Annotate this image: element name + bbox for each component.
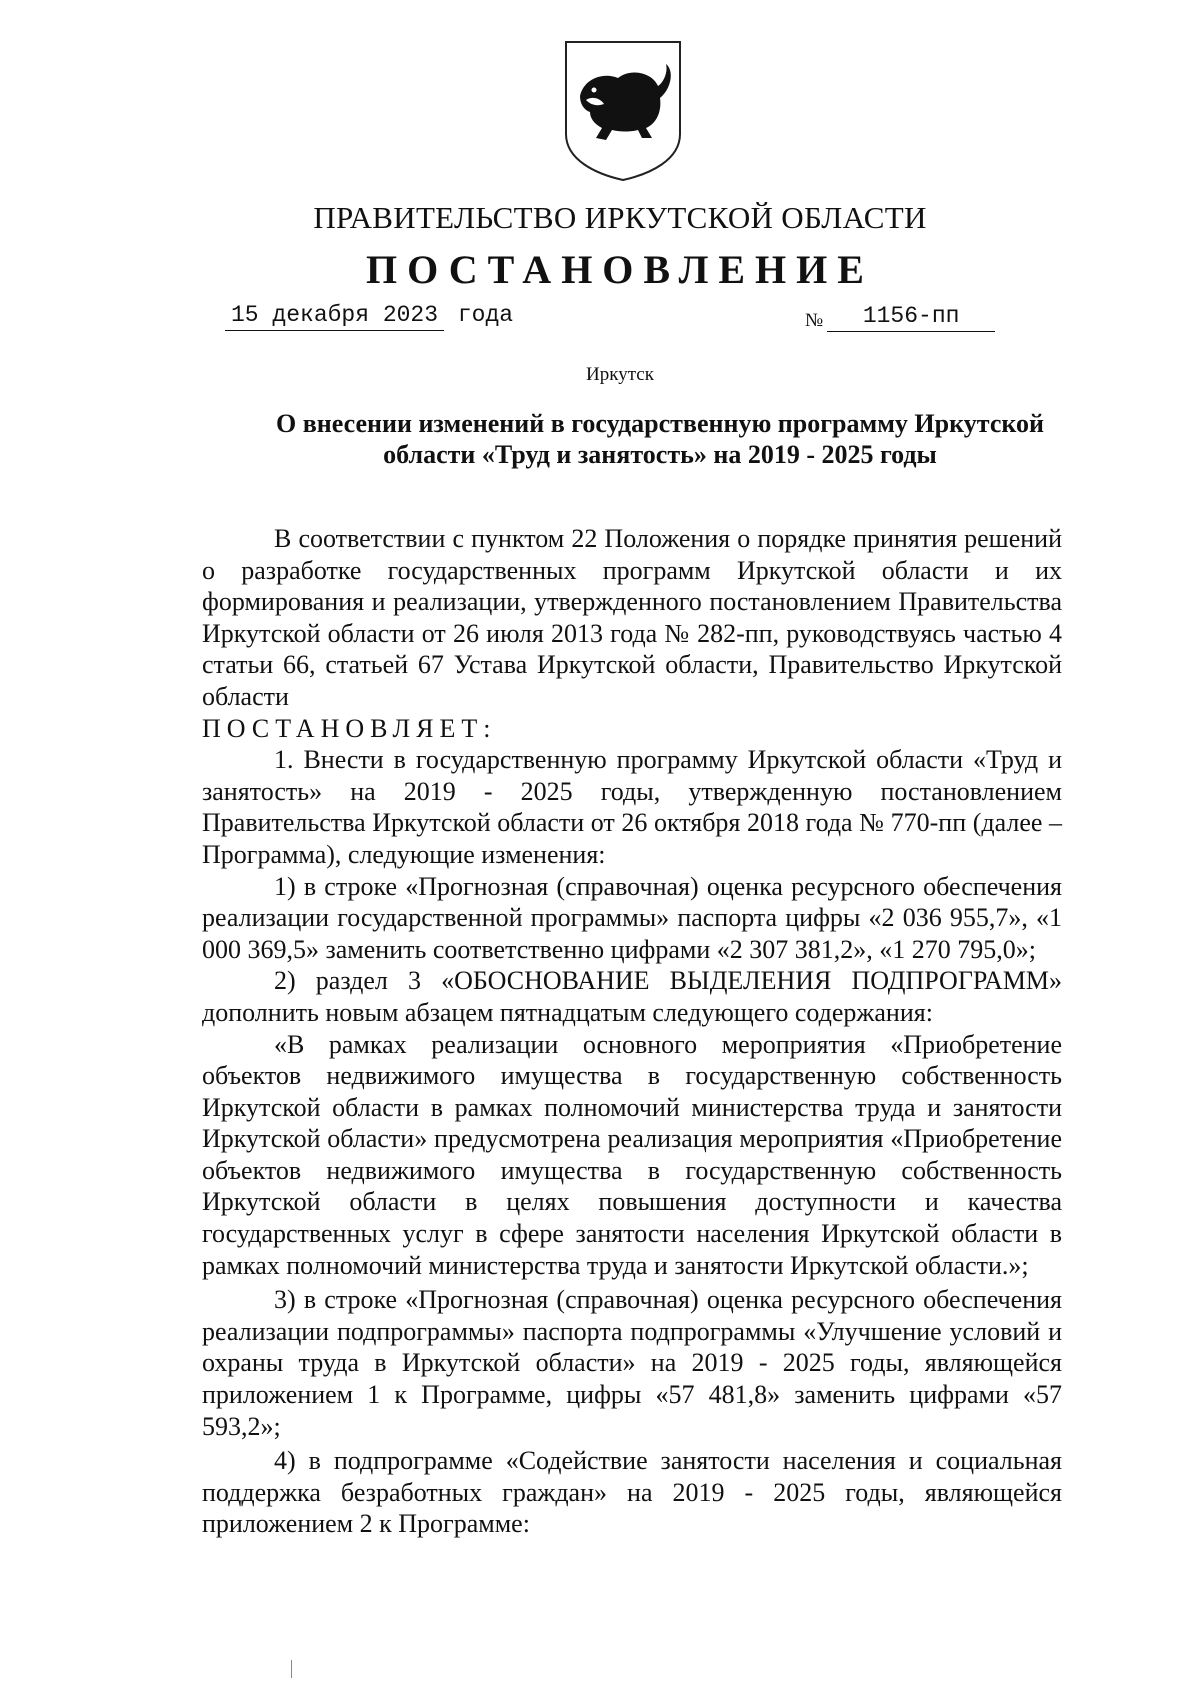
coat-of-arms-icon [560,38,686,182]
preamble-paragraph: В соответствии с пунктом 22 Положения о порядке принятия решений о разработке государственных программ Иркутской области и их формирования и реализации, утвержденного постановлением Правительства Иркутской области от 26 июля 2013 года № 282-пп, руководствуясь частью 4 статьи 66, статьей 67 Устава Иркутской области, Правительство Иркутской области [202,524,1062,711]
item-1-paragraph: 1. Внести в государственную программу Иркутской области «Труд и занятость» на 2019 - 2025 годы, утвержденную постановлением Правительства Иркутской области от 26 октября 2018 года № 770-пп (далее – Программа), следующие изменения: [202,745,1062,869]
government-name: ПРАВИТЕЛЬСТВО ИРКУТСКОЙ ОБЛАСТИ [313,200,927,235]
subitem-4-paragraph: 4) в подпрограмме «Содействие занятости населения и социальная поддержка безработных граждан» на 2019 - 2025 годы, являющейся приложением 2 к Программе: [202,1446,1062,1539]
subitem-2-paragraph: 2) раздел 3 «ОБОСНОВАНИЕ ВЫДЕЛЕНИЯ ПОДПРОГРАММ» дополнить новым абзацем пятнадцатым следующего содержания: [202,966,1062,1027]
decree-word: ПОСТАНОВЛЯЕТ: [202,713,497,743]
subitem-3-paragraph: 3) в строке «Прогнозная (справочная) оценка ресурсного обеспечения реализации подпрограммы» паспорта подпрограммы «Улучшение условий и охраны труда в Иркутской области» на 2019 - 2025 годы, являющейся приложением 1 к Программе, цифры «57 481,8» заменить цифрами «57 593,2»; [202,1285,1062,1441]
scan-margin-mark [291,1660,292,1678]
document-date [225,302,513,331]
date-suffix: года [457,302,514,328]
city: Иркутск [586,364,654,385]
title-line-1: О внесении изменений в государственную программу Иркутской [276,409,1044,438]
quote-paragraph: «В рамках реализации основного мероприятия «Приобретение объектов недвижимого имущества в государственную собственность Иркутской области в рамках полномочий министерства труда и занятости Иркутской области» предусмотрена реализация мероприятия «Приобретение объектов недвижимого имущества в государственную собственность Иркутской области в целях повышения доступности и качества государственных услуг в сфере занятости населения Иркутской области в рамках полномочий министерства труда и занятости Иркутской области.»; [202,1029,1062,1280]
title-line-2: области «Труд и занятость» на 2019 - 2025 годы [383,440,937,469]
date-value: 15 декабря 2023 [225,302,444,331]
number-sign: № [805,310,824,331]
document-type: ПОСТАНОВЛЕНИЕ [366,247,874,292]
document-body [202,523,1062,1540]
number-value: 1156-пп [827,303,995,332]
document-number [805,302,995,332]
subitem-1-paragraph: 1) в строке «Прогнозная (справочная) оценка ресурсного обеспечения реализации государственной программы» паспорта цифры «2 036 955,7», «1 000 369,5» заменить соответственно цифрами «2 307 381,2», «1 270 795,0»; [202,871,1062,964]
document-title [220,408,1100,470]
